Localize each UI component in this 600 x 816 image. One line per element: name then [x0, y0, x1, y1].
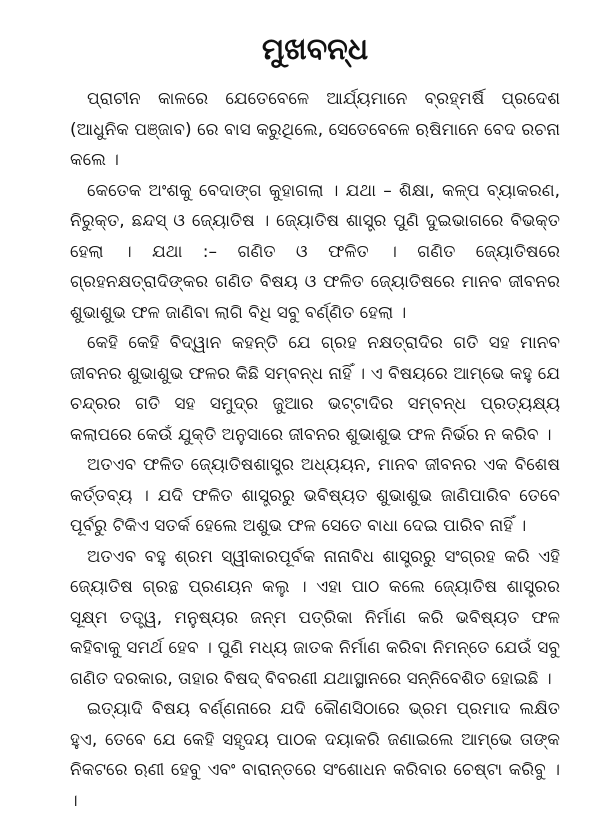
paragraph-3: କେହି କେହି ବିଦ୍ୱାନ କହନ୍ତି ଯେ ଗ୍ରହ ନକ୍ଷତ୍ରାଦିର ଗତି ସହ ମାନବ ଜୀବନର ଶୁଭାଶୁଭ ଫଳର କିଛି ସମ୍ବନ୍ଧ ନାହିଁ । ଏ ବିଷୟରେ ଆମ୍ଭେ କହୁ ଯେ ଚନ୍ଦ୍ରର ଗତି ସହ ସମୁଦ୍ର ଜୁଆର ଭଟ୍ଟାଦିର ସମ୍ବନ୍ଧ ପ୍ରତ୍ୟକ୍ଷ୍ୟ କଲାପରେ କେଉଁ ଯୁକ୍ତି ଅନୁସାରେ ଜୀବନର ଶୁଭାଶୁଭ ଫଳ ନିର୍ଭର ନ କରିବ ।	[70, 333, 560, 445]
paragraph-4: ଅତଏବ ଫଳିତ ଜ୍ୟୋତିଷଶାସ୍ତ୍ର ଅଧ୍ୟୟନ, ମାନବ ଜୀବନର ଏକ ବିଶେଷ କର୍ତ୍ତବ୍ୟ । ଯଦି ଫଳିତ ଶାସ୍ତ୍ରରୁ ଭବିଷ୍ୟତ ଶୁଭାଶୁଭ ଜାଣିପାରିବ ତେବେ ପୂର୍ବରୁ ଟିକିଏ ସତର୍କ ହେଲେ ଅଶୁଭ ଫଳ ସେତେ ବାଧା ଦେଇ ପାରିବ ନାହିଁ ।	[70, 455, 560, 536]
paragraph-5: ଅତଏବ ବହୁ ଶ୍ରମ ସ୍ୱୀକାରପୂର୍ବକ ନାନାବିଧ ଶାସ୍ତ୍ରରୁ ସଂଗ୍ରହ କରି ଏହି ଜ୍ୟୋତିଷ ଗ୍ରନ୍ଥ ପ୍ରଣୟନ କଲୁ । ଏହା ପାଠ କଲେ ଜ୍ୟୋତିଷ ଶାସ୍ତ୍ରର ସୂକ୍ଷ୍ମ ତତ୍ତ୍ୱ, ମନୁଷ୍ୟର ଜନ୍ମ ପତ୍ରିକା ନିର୍ମାଣ କରି ଭବିଷ୍ୟତ ଫଳ କହିବାକୁ ସମର୍ଥ ହେବ । ପୁଣି ମଧ୍ୟ ଜାତକ ନିର୍ମାଣ କରିବା ନିମନ୍ତେ ଯେଉଁ ସବୁ ଗଣିତ ଦରକାର, ତାହାର ବିଷଦ୍ ବିବରଣୀ ଯଥାସ୍ଥାନରେ ସନ୍ନିବେଶିତ ହୋଇଛି ।	[70, 546, 560, 689]
paragraph-6: ଇତ୍ୟାଦି ବିଷୟ ବର୍ଣ୍ଣନାରେ ଯଦି କୌଣସିଠାରେ ଭ୍ରମ ପ୍ରମାଦ ଲକ୍ଷିତ ହୁଏ, ତେବେ ଯେ କେହି ସହୃଦୟ ପାଠକ ଦୟାକରି ଜଣାଇଲେ ଆମ୍ଭେ ତାଙ୍କ ନିକଟରେ ଋଣୀ ହେବୁ ଏବଂ ବାରାନ୍ତରେ ସଂଶୋଧନ କରିବାର ଚେଷ୍ଟା କରିବୁ । ।	[70, 699, 560, 811]
page-title: ମୁଖବନ୍ଧ	[261, 32, 369, 67]
paragraph-2: କେତେକ ଅଂଶକୁ ବେଦାଙ୍ଗ କୁହାଗଲା । ଯଥା – ଶିକ୍ଷା, କଳ୍ପ ବ୍ୟାକରଣ, ନିରୁକ୍ତ, ଛନ୍ଦସ୍ ଓ ଜ୍ୟୋତିଷ । ଜ୍ୟୋତିଷ ଶାସ୍ତ୍ର ପୁଣି ଦୁଇଭାଗରେ ବିଭକ୍ତ ହେଲା । ଯଥା :– ଗଣିତ ଓ ଫଳିତ । ଗଣିତ ଜ୍ୟୋତିଷରେ ଗ୍ରହନକ୍ଷତ୍ରାଦିଙ୍କର ଗଣିତ ବିଷୟ ଓ ଫଳିତ ଜ୍ୟୋତିଷରେ ମାନବ ଜୀବନର ଶୁଭାଶୁଭ ଫଳ ଜାଣିବା ଲାଗି ବିଧି ସବୁ ବର୍ଣ୍ଣିତ ହେଲା ।	[70, 180, 560, 323]
paragraph-1: ପ୍ରାଚୀନ କାଳରେ ଯେତେବେଳେ ଆର୍ଯ୍ୟମାନେ ବ୍ରହ୍ମର୍ଷି ପ୍ରଦେଶ (ଆଧୁନିକ ପଞ୍ଜାବ) ରେ ବାସ କରୁଥିଲେ, ସେତେବେଳେ ଋଷିମାନେ ବେଦ ରଚନା କଲେ ।	[70, 89, 560, 170]
